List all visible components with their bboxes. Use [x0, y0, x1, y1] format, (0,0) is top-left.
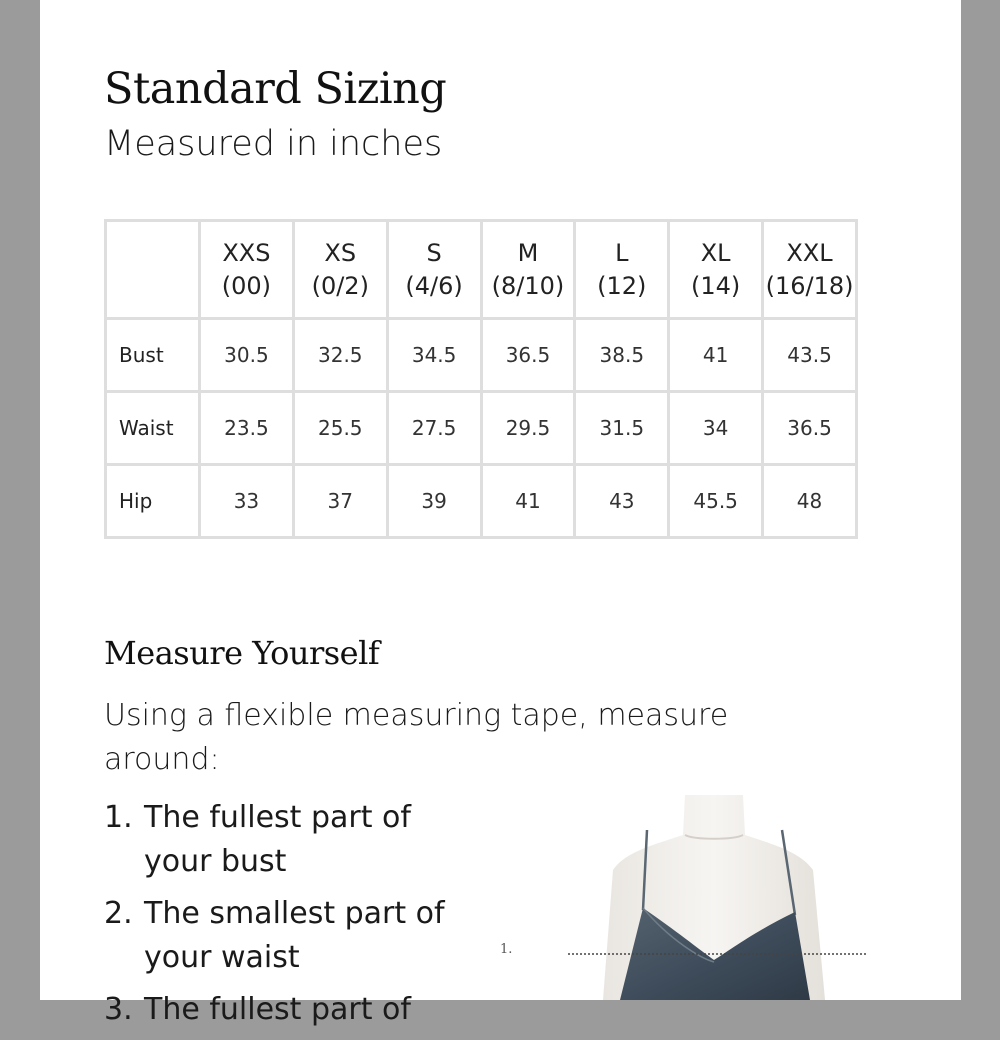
table-cell: 37 [293, 465, 387, 538]
measure-intro: Using a flexible measuring tape, measure around: [104, 698, 729, 777]
measure-heading: Measure Yourself [104, 634, 380, 672]
size-chart-table [104, 219, 858, 539]
table-cell: 29.5 [481, 392, 575, 465]
table-header: XXS (00) [200, 221, 294, 319]
table-cell: 39 [387, 465, 481, 538]
step-text: The fullest part of your bust [144, 800, 411, 879]
table-header: XXL (16/18) [763, 221, 857, 319]
row-label: Waist [106, 392, 200, 465]
table-cell: 27.5 [387, 392, 481, 465]
table-header-row [106, 221, 857, 319]
table-row [106, 465, 857, 538]
table-cell: 36.5 [481, 319, 575, 392]
table-header-empty [106, 221, 200, 319]
table-cell: 41 [669, 319, 763, 392]
row-label: Bust [106, 319, 200, 392]
table-cell: 41 [481, 465, 575, 538]
page [40, 0, 961, 1027]
page-subtitle: Measured in inches [104, 124, 443, 164]
table-cell: 23.5 [200, 392, 294, 465]
row-label: Hip [106, 465, 200, 538]
bust-marker-label: 1. [500, 942, 513, 957]
table-row [106, 319, 857, 392]
mannequin-figure [495, 790, 845, 1000]
step-number: 2. [104, 896, 133, 931]
table-cell: 43.5 [763, 319, 857, 392]
table-header: XS (0/2) [293, 221, 387, 319]
list-item [104, 892, 484, 980]
step-text: The fullest part of [144, 992, 411, 1027]
list-item [104, 796, 484, 884]
mannequin-illustration [495, 790, 845, 1000]
table-cell: 34 [669, 392, 763, 465]
step-number: 1. [104, 800, 133, 835]
table-cell: 31.5 [575, 392, 669, 465]
table-cell: 32.5 [293, 319, 387, 392]
step-text: The smallest part of your waist [144, 896, 445, 975]
table-cell: 25.5 [293, 392, 387, 465]
table-cell: 30.5 [200, 319, 294, 392]
table-header: XL (14) [669, 221, 763, 319]
list-item [104, 988, 484, 1032]
page-title: Standard Sizing [104, 64, 447, 114]
step-number: 3. [104, 992, 133, 1027]
table-cell: 33 [200, 465, 294, 538]
measure-steps-list [104, 796, 484, 1040]
table-cell: 45.5 [669, 465, 763, 538]
table-cell: 38.5 [575, 319, 669, 392]
table-header: L (12) [575, 221, 669, 319]
table-cell: 36.5 [763, 392, 857, 465]
table-cell: 34.5 [387, 319, 481, 392]
table-header: M (8/10) [481, 221, 575, 319]
table-row [106, 392, 857, 465]
table-header: S (4/6) [387, 221, 481, 319]
table-cell: 43 [575, 465, 669, 538]
table-cell: 48 [763, 465, 857, 538]
